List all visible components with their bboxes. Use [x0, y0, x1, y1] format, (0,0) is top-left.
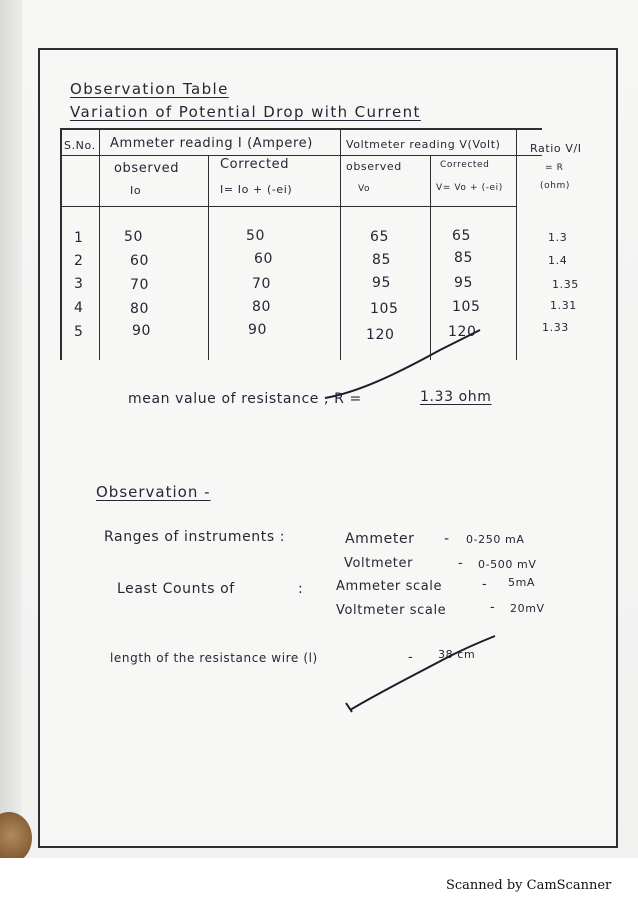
header-v-observed: observed: [346, 160, 402, 173]
voltmeter-scale-label: Voltmeter scale: [336, 603, 447, 618]
voltmeter-scale-dash: -: [490, 600, 496, 615]
row3-ratio: 1.35: [552, 278, 579, 291]
header-ratio: Ratio V/I: [530, 142, 582, 155]
least-counts-label: Least Counts of: [117, 581, 235, 597]
ammeter-scale-value: 5mA: [508, 576, 536, 589]
row5-ratio: 1.33: [542, 321, 569, 334]
voltmeter-label: Voltmeter: [344, 556, 414, 571]
ammeter-scale-dash: -: [482, 577, 488, 592]
header-corrected-formula: I= Io + (-ei): [220, 183, 293, 196]
header-observed: observed: [114, 161, 180, 176]
tick-hook: [346, 703, 352, 712]
row5-v: 120: [448, 324, 477, 340]
row5-io: 90: [132, 323, 152, 339]
row3-v: 95: [454, 275, 474, 291]
row4-i: 80: [252, 299, 272, 315]
tick-stroke-table: [325, 330, 480, 398]
row5-vo: 120: [366, 327, 395, 343]
row2-v: 85: [454, 250, 474, 266]
mean-label: mean value of resistance , R =: [128, 391, 362, 407]
row1-v: 65: [452, 228, 472, 244]
header-voltmeter: Voltmeter reading V(Volt): [346, 138, 501, 151]
row5-i: 90: [248, 322, 268, 338]
row1-vo: 65: [370, 229, 390, 245]
observation-table-heading: Observation Table: [70, 80, 229, 98]
row1-i: 50: [246, 228, 266, 244]
row1-io: 50: [124, 229, 144, 245]
row3-sno: 3: [74, 276, 84, 292]
voltmeter-scale-value: 20mV: [510, 602, 545, 615]
ammeter-range: 0-250 mA: [466, 533, 525, 546]
header-v-corrected-formula: V= Vo + (-ei): [436, 183, 503, 193]
wire-value: 38 cm: [438, 648, 476, 661]
least-counts-colon: :: [298, 581, 304, 597]
ammeter-dash: -: [444, 531, 450, 547]
row3-i: 70: [252, 276, 272, 292]
header-ratio-unit: (ohm): [540, 181, 570, 191]
row3-vo: 95: [372, 275, 392, 291]
row4-ratio: 1.31: [550, 299, 577, 312]
row1-ratio: 1.3: [548, 231, 568, 244]
variation-heading: Variation of Potential Drop with Current: [70, 103, 421, 121]
row4-sno: 4: [74, 300, 84, 316]
wire-dash: -: [408, 650, 414, 665]
header-v-corrected: Corrected: [440, 160, 490, 170]
observation-heading: Observation -: [96, 483, 211, 501]
voltmeter-dash: -: [458, 556, 464, 571]
row2-io: 60: [130, 253, 150, 269]
header-corrected: Corrected: [220, 157, 290, 172]
header-v-observed-symbol: Vo: [358, 184, 371, 194]
row4-v: 105: [452, 299, 481, 315]
header-sno: S.No.: [64, 139, 96, 152]
row5-sno: 5: [74, 324, 84, 340]
mean-value: 1.33 ohm: [420, 389, 492, 405]
row2-vo: 85: [372, 252, 392, 268]
row2-i: 60: [254, 251, 274, 267]
ranges-label: Ranges of instruments :: [104, 529, 286, 545]
header-ratio-sub: = R: [545, 163, 564, 173]
row1-sno: 1: [74, 230, 84, 246]
scanner-watermark: Scanned by CamScanner: [446, 878, 612, 893]
row2-sno: 2: [74, 253, 84, 269]
wire-label: length of the resistance wire (l): [110, 651, 318, 665]
row4-io: 80: [130, 301, 150, 317]
header-ammeter: Ammeter reading I (Ampere): [110, 136, 313, 151]
voltmeter-range: 0-500 mV: [478, 558, 537, 571]
ammeter-scale-label: Ammeter scale: [336, 579, 443, 594]
row3-io: 70: [130, 277, 150, 293]
header-observed-symbol: Io: [130, 184, 142, 197]
ammeter-label: Ammeter: [345, 531, 415, 547]
tick-stroke-observation: [350, 636, 495, 710]
row4-vo: 105: [370, 301, 399, 317]
row2-ratio: 1.4: [548, 254, 568, 267]
